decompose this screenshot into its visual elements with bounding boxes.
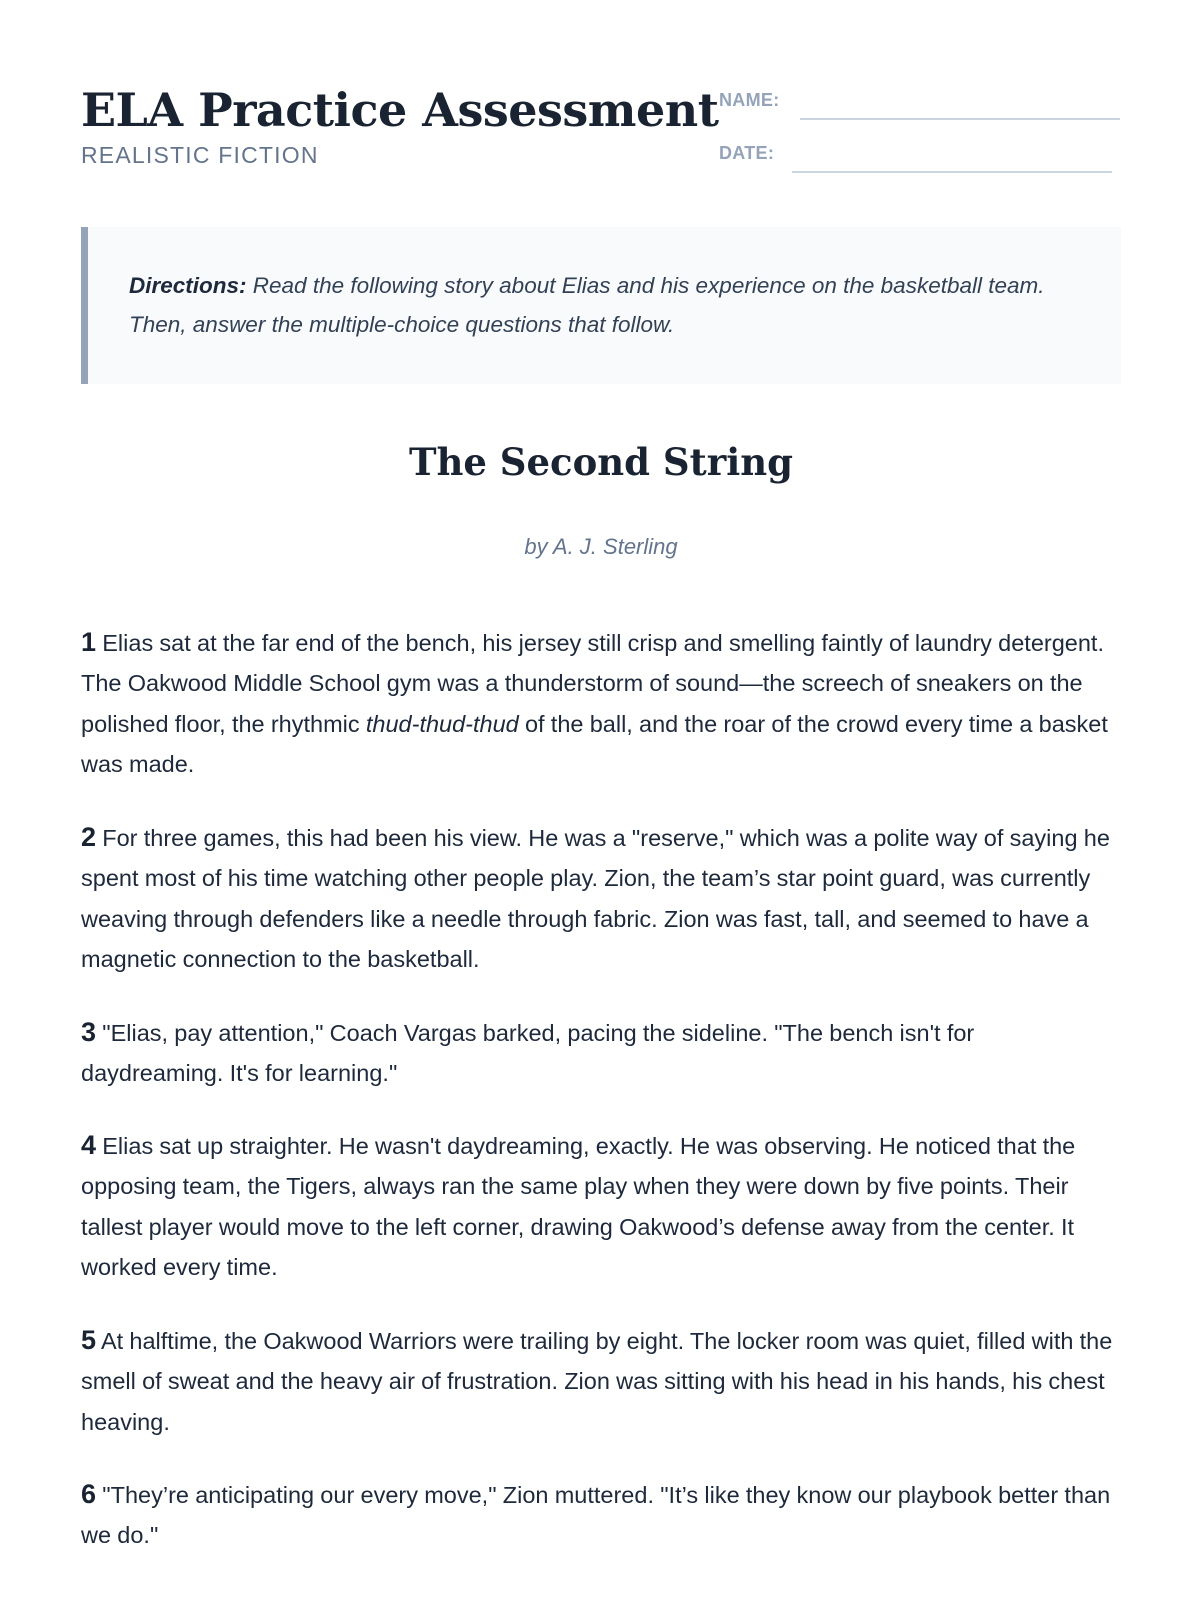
- paragraph-text: "Elias, pay attention," Coach Vargas barked, pacing the sideline. "The bench isn't for daydreaming. It's for learning.": [81, 1020, 975, 1087]
- story-paragraph-2: [81, 817, 1121, 979]
- story-byline: by A. J. Sterling: [524, 534, 678, 559]
- worksheet-header: [81, 80, 1121, 180]
- date-field: [719, 141, 1119, 171]
- paragraph-number: 2: [81, 822, 97, 852]
- story-title: The Second String: [408, 440, 794, 484]
- directions-label: Directions:: [129, 273, 247, 298]
- date-blank-line: [792, 171, 1112, 173]
- paragraph-text: For three games, this had been his view. He was a "reserve," which was a polite way of saying he spent most of his time watching other people play. Zion, the team’s star point guard, was currently weaving through defenders like a needle through fabric. Zion was fast, tall, and seemed to have a magnetic connection to the basketball.: [81, 825, 1110, 972]
- story-paragraph-5: [81, 1320, 1121, 1442]
- page-title: ELA Practice Assessment: [81, 83, 719, 137]
- name-label: NAME:: [719, 90, 780, 110]
- paragraph-number: 5: [81, 1325, 97, 1355]
- paragraph-number: 1: [81, 627, 97, 657]
- date-label: DATE:: [719, 143, 775, 163]
- paragraph-text: of the ball, and the roar of the crowd every time a basket was made.: [81, 710, 1108, 777]
- story-paragraph-1: [81, 622, 1121, 784]
- paragraph-text: Elias sat at the far end of the bench, his jersey still crisp and smelling faintly of laundry detergent. The Oakwood Middle School gym was a thunderstorm of sound—the screech of sneakers on the polished floor, the rhythmic: [81, 630, 1104, 737]
- paragraph-text: At halftime, the Oakwood Warriors were trailing by eight. The locker room was quiet, filled with the smell of sweat and the heavy air of frustration. Zion was sitting with his head in his hands, his chest heaving.: [81, 1328, 1113, 1435]
- directions-body: Read the following story about Elias and his experience on the basketball team. Then, answer the multiple-choice questions that follow.: [129, 273, 1045, 337]
- paragraph-emphasis: thud-thud-thud: [365, 710, 519, 737]
- story-paragraph-3: [81, 1012, 1121, 1094]
- directions-box: [81, 227, 1121, 384]
- paragraph-number: 3: [81, 1017, 97, 1047]
- paragraph-text: "They’re anticipating our every move," Zion muttered. "It’s like they know our playbook better than we do.": [81, 1482, 1111, 1549]
- genre-subtitle: REALISTIC FICTION: [81, 142, 319, 168]
- directions-text: [129, 266, 1089, 344]
- name-blank-line: [800, 118, 1120, 120]
- name-field: [719, 88, 1119, 118]
- story-paragraph-4: [81, 1125, 1121, 1287]
- paragraph-number: 4: [81, 1130, 97, 1160]
- story-paragraph-6: [81, 1474, 1121, 1556]
- paragraph-number: 6: [81, 1479, 97, 1509]
- paragraph-text: Elias sat up straighter. He wasn't daydreaming, exactly. He was observing. He noticed that the opposing team, the Tigers, always ran the same play when they were down by five points. Their tallest player would move to the left corner, drawing Oakwood’s defense away from the center. It worked every time.: [81, 1133, 1076, 1280]
